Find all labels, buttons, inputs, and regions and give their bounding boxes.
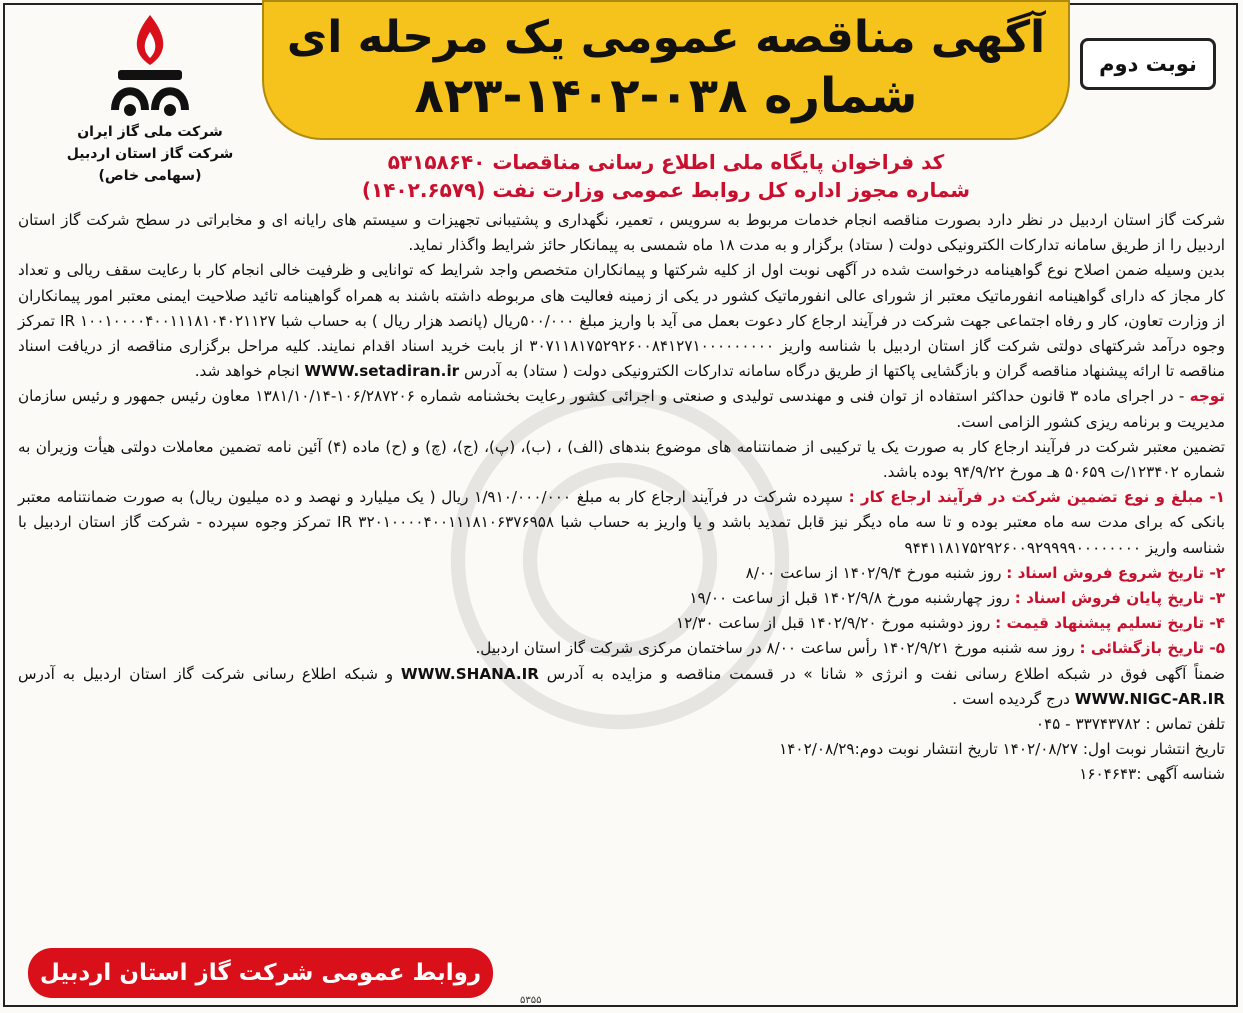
item-1: [18, 485, 1225, 561]
page-title: آگهی مناقصه عمومی یک مرحله ای: [286, 12, 1046, 63]
item-3-label: ۳- تاریخ پایان فروش اسناد :: [1014, 589, 1225, 608]
flame-logo-icon: [100, 10, 200, 120]
page-code: ۵۳۵۵: [520, 995, 542, 1006]
company-logo: [50, 10, 250, 200]
note-label: توجه: [1189, 387, 1226, 406]
tender-number: شماره ۰۳۸-۱۴۰۲-۸۲۳: [414, 68, 918, 124]
publication-paragraph: [18, 662, 1225, 712]
item-3-text: روز چهارشنبه مورخ ۱۴۰۲/۹/۸ قبل از ساعت ۱۹/۰۰: [689, 589, 1015, 608]
item-1-text: سپرده شرکت در فرآیند ارجاع کار به مبلغ ۱/۹۱۰/۰۰۰/۰۰۰ ریال ( یک میلیارد و نهصد و ده میلیون ریال) به صورت ضمانتنامه معتبر بانکی که برای مدت سه ماه معتبر بوده و تا سه ماه دیگر نیز قابل تمدید باشد و یا واریز به حساب شبا IR ۳۲۰۱۰۰۰۰۴۰۰۱۱۱۸۱۰۶۳۷۶۹۵۸ تمرکز وجوه سپرده - شرکت گاز استان اردبیل با شناسه واریز ۹۴۴۱۱۸۱۷۵۲۹۲۶۰۰۹۲۹۹۹۹۰۰۰۰۰۰۰۰: [18, 488, 1226, 557]
ad-id-line: شناسه آگهی :۱۶۰۴۶۴۳: [1079, 765, 1225, 784]
item-2-label: ۲- تاریخ شروع فروش اسناد :: [1006, 563, 1225, 582]
publication-text-b: و شبکه اطلاع رسانی شرکت گاز استان اردبیل به آدرس: [18, 664, 401, 683]
item-4: [18, 611, 1225, 636]
title-banner: [262, 0, 1070, 140]
guarantee-paragraph: تضمین معتبر شرکت در فرآیند ارجاع کار به صورت یک یا ترکیبی از ضمانتنامه های موضوع بندهای (الف) ، (ب)، (پ)، (ج)، (چ) و (ح) ماده (۴) آئین نامه تضمین معاملات دولتی هیأت وزیران به شماره ۱۲۳۴۰۲/ت ۵۰۶۵۹ هـ مورخ ۹۴/۹/۲۲ بوده باشد.: [18, 437, 1225, 482]
logo-line-3: (سهامی خاص): [98, 168, 202, 184]
publication-text-a: ضمناً آگهی فوق در شبکه اطلاع رسانی نفت و انرژی « شانا » در قسمت مناقصه و مزایده به آدرس: [546, 664, 1225, 683]
round-badge: نوبت دوم: [1080, 38, 1216, 90]
item-5-text: روز سه شنبه مورخ ۱۴۰۲/۹/۲۱ رأس ساعت ۸/۰۰ در ساختمان مرکزی شرکت گاز استان اردبیل.: [475, 639, 1080, 658]
invitation-paragraph: [18, 258, 1225, 384]
item-3: [18, 586, 1225, 611]
subhead-permit: شماره مجوز اداره کل روابط عمومی وزارت نفت (۱۴۰۲.۶۵۷۹): [361, 178, 971, 202]
logo-line-2: شرکت گاز استان اردبیل: [66, 146, 234, 162]
item-2: [18, 561, 1225, 586]
nigc-url-link[interactable]: WWW.NIGC-AR.IR: [1074, 689, 1225, 708]
item-4-text: روز دوشنبه مورخ ۱۴۰۲/۹/۲۰ قبل از ساعت ۱۲/۳۰: [675, 614, 996, 633]
subhead-code: کد فراخوان پایگاه ملی اطلاع رسانی مناقصات ۵۳۱۵۸۶۴۰: [387, 150, 945, 174]
item-1-label: ۱- مبلغ و نوع تضمین شرکت در فرآیند ارجاع کار :: [848, 488, 1225, 507]
logo-line-1: شرکت ملی گاز ایران: [77, 124, 223, 140]
publication-dates: تاریخ انتشار نوبت اول: ۱۴۰۲/۰۸/۲۷ تاریخ انتشار نوبت دوم:۱۴۰۲/۰۸/۲۹: [779, 740, 1225, 759]
intro-paragraph: شرکت گاز استان اردبیل در نظر دارد بصورت مناقصه انجام خدمات مربوط به سرویس ، تعمیر، نگهداری و پشتیبانی تجهیزات و سیستم های رایانه ای و مخابراتی در سطح شرکت گاز استان اردبیل را از طریق سامانه تدارکات الکترونیکی دولت ( ستاد) برگزار و به مدت ۱۸ ماه شمسی به پیمانکار حائز شرایط واگذار نماید.: [18, 211, 1225, 255]
item-5-label: ۵- تاریخ بازگشائی :: [1079, 639, 1225, 658]
setad-url-link[interactable]: WWW.setadiran.ir: [304, 362, 460, 381]
footer-banner: روابط عمومی شرکت گاز استان اردبیل: [28, 948, 493, 998]
item-2-text: روز شنبه مورخ ۱۴۰۲/۹/۴ از ساعت ۸/۰۰: [745, 563, 1007, 582]
phone-line: تلفن تماس : ۳۳۷۴۳۷۸۲ - ۰۴۵: [1035, 715, 1225, 734]
note-text: - در اجرای ماده ۳ قانون حداکثر استفاده از توان فنی و مهندسی تولیدی و صنعتی و اجرائی کشور رعایت بخشنامه شماره ۱۰۶/۲۸۷۲۰۶-۱۳۸۱/۱۰/۱۴ معاون رئیس جمهور و رئیس سازمان مدیریت و برنامه ریزی کشور الزامی است.: [18, 387, 1225, 431]
invitation-text: بدین وسیله ضمن اصلاح نوع گواهینامه درخواست شده در آگهی نوبت اول از کلیه شرکتها و پیمانکاران متخصص واجد شرایط که توانایی و ظرفیت خالی انجام کار با رعایت سقف ریالی و تعداد کار مجاز که دارای گواهینامه انفورماتیک معتبر از شورای عالی انفورماتیک کشور در یکی از زمینه فعالیت های مربوطه داشته باشند به همراه گواهینامه تائید صلاحیت ایمنی معتبر امور پیمانکاران از وزارت تعاون، کار و رفاه اجتماعی جهت شرکت در فرآیند ارجاع کار دعوت بعمل می آید با واریز مبلغ ۵۰۰/۰۰۰ریال (پانصد هزار ریال ) به حساب شبا IR ۱۰۰۱۰۰۰۰۴۰۰۱۱۱۸۱۰۴۰۲۱۱۲۷ تمرکز وجوه درآمد شرکتهای دولتی شرکت گاز استان اردبیل با شناسه واریز ۳۰۷۱۱۸۱۷۵۲۹۲۶۰۰۸۴۱۲۷۱۰۰۰۰۰۰۰۰۰ از بابت خرید اسناد اقدام نمایند. کلیه مراحل برگزاری مناقصه از دریافت اسناد مناقصه تا ارائه پیشنهاد مناقصه گران و بازگشایی پاکتها از طریق درگاه سامانه تدارکات الکترونیکی دولت ( ستاد) به آدرس: [18, 261, 1225, 381]
item-5: [18, 636, 1225, 661]
shana-url-link[interactable]: WWW.SHANA.IR: [400, 664, 539, 683]
invitation-end: انجام خواهد شد.: [194, 362, 300, 381]
publication-text-c: درج گردیده است .: [952, 689, 1075, 708]
note-paragraph: [18, 384, 1225, 434]
item-4-label: ۴- تاریخ تسلیم پیشنهاد قیمت :: [995, 614, 1225, 633]
ad-body: [18, 208, 1225, 788]
